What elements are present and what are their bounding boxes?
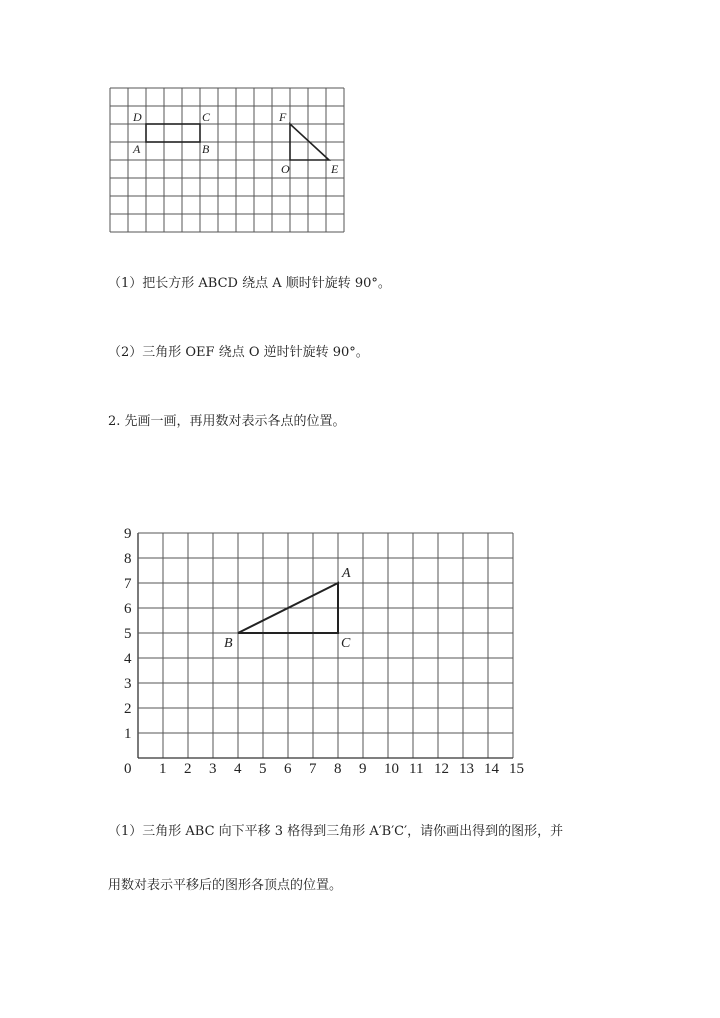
x-tick-label: 7 (309, 761, 317, 777)
y-tick-label: 6 (124, 601, 132, 617)
label-o: O (281, 162, 290, 176)
question-1-2: （2）三角形 OEF 绕点 O 逆时针旋转 90°。 (108, 345, 369, 360)
question-2-1-line1: （1）三角形 ABC 向下平移 3 格得到三角形 A′B′C′，请你画出得到的图形，并 (108, 824, 564, 839)
x-tick-label: 5 (259, 761, 267, 777)
x-tick-label: 3 (209, 761, 217, 777)
x-tick-label: 0 (124, 761, 132, 777)
question-1-1: （1）把长方形 ABCD 绕点 A 顺时针旋转 90°。 (108, 276, 391, 291)
x-tick-label: 15 (509, 761, 524, 777)
x-tick-label: 11 (409, 761, 424, 777)
x-tick-label: 12 (434, 761, 449, 777)
vertex-label-a: A (342, 566, 351, 581)
x-tick-label: 9 (359, 761, 367, 777)
x-tick-label: 2 (184, 761, 192, 777)
y-tick-label: 4 (124, 651, 132, 667)
x-tick-label: 1 (159, 761, 167, 777)
x-tick-label: 6 (284, 761, 292, 777)
figure1-grid (100, 80, 360, 240)
x-tick-label: 8 (334, 761, 342, 777)
y-tick-label: 8 (124, 551, 132, 567)
rectangle-abcd (146, 124, 200, 142)
question-2-title: 2. 先画一画，再用数对表示各点的位置。 (108, 414, 346, 429)
vertex-label-b: B (224, 636, 233, 651)
vertex-label-c: C (341, 636, 351, 651)
label-d: D (133, 110, 142, 124)
label-f: F (279, 110, 287, 124)
y-tick-label: 3 (124, 676, 132, 692)
label-b: B (202, 142, 210, 156)
y-tick-label: 9 (124, 526, 132, 542)
x-tick-label: 10 (384, 761, 399, 777)
y-tick-label: 1 (124, 726, 132, 742)
y-tick-label: 5 (124, 626, 132, 642)
x-tick-label: 13 (459, 761, 474, 777)
label-c: C (202, 110, 211, 124)
question-2-1-line2: 用数对表示平移后的图形各顶点的位置。 (108, 878, 343, 893)
x-tick-label: 14 (484, 761, 499, 777)
x-tick-label: 4 (234, 761, 242, 777)
label-a: A (133, 142, 141, 156)
y-tick-label: 7 (124, 576, 132, 592)
y-tick-label: 2 (124, 701, 132, 717)
label-e: E (331, 162, 339, 176)
coordinate-grid-chart (110, 515, 540, 785)
